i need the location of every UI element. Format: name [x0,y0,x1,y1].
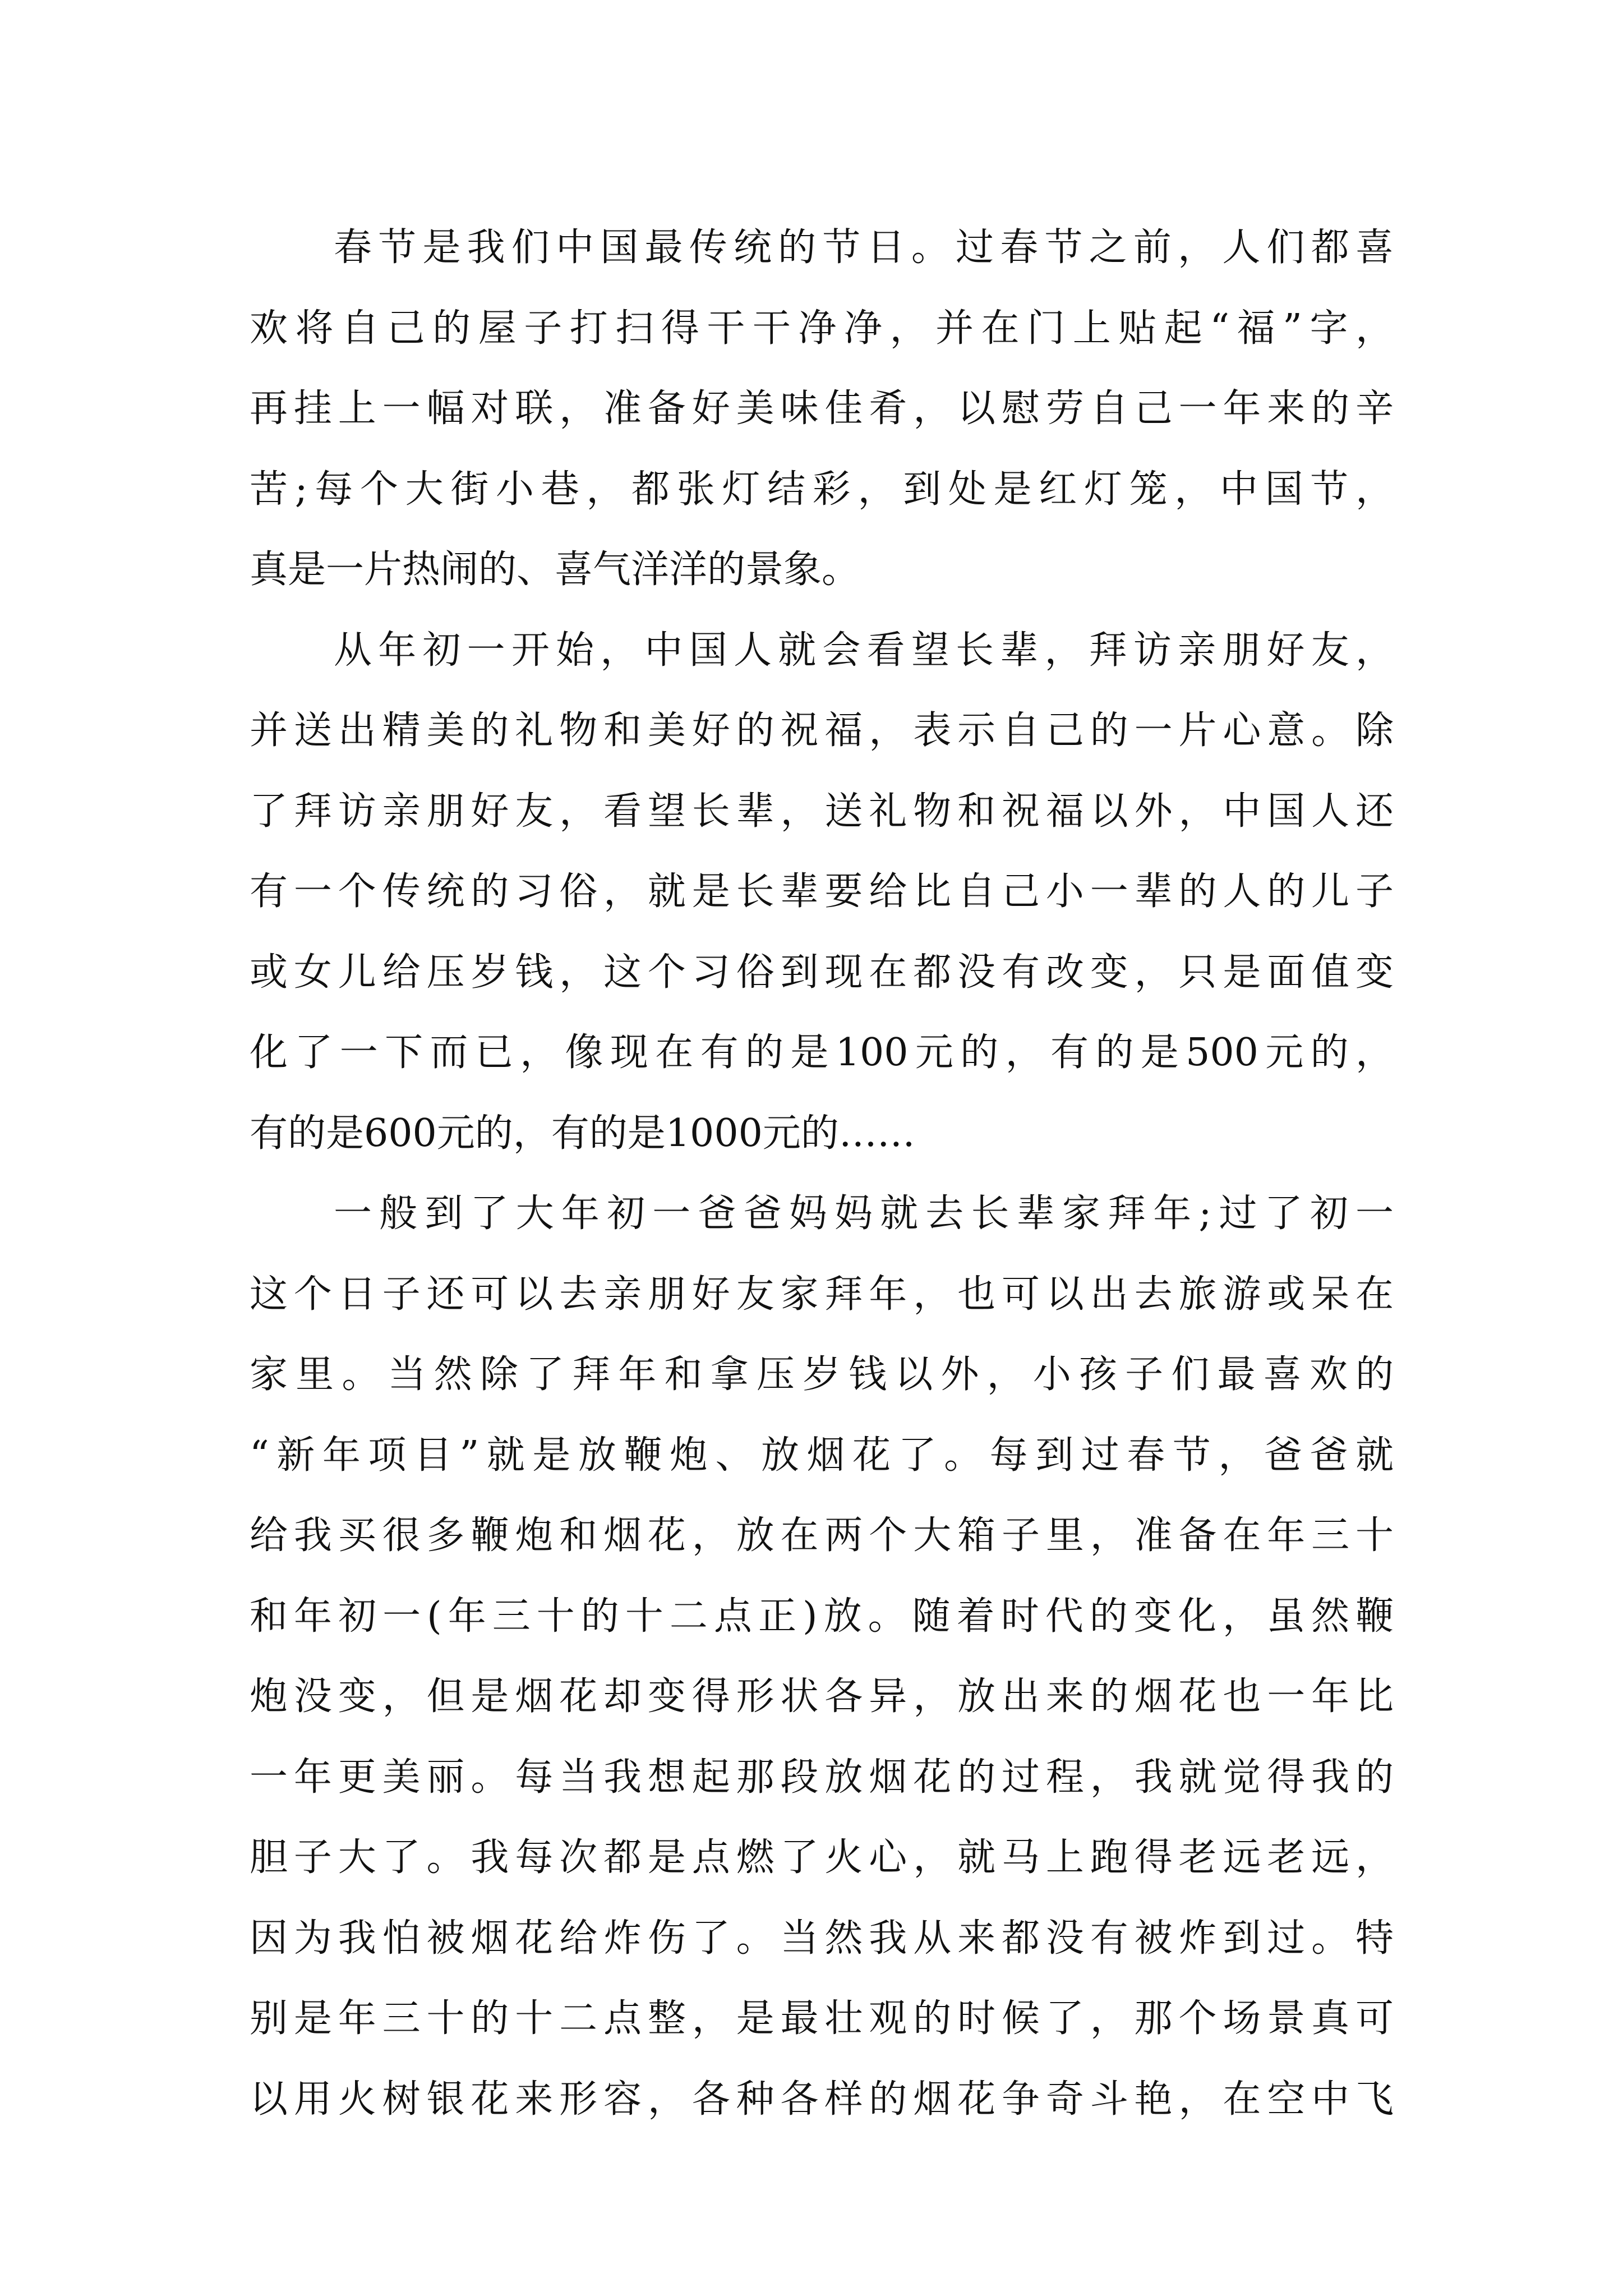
text-line: 家里。当然除了拜年和拿压岁钱以外，小孩子们最喜欢的 [250,1352,1394,1397]
paragraph-2 [250,610,1394,1174]
paragraph-3 [250,1174,1394,2139]
text-line: 化了一下而已，像现在有的是100元的，有的是500元的， [250,1030,1394,1075]
text-line: 一年更美丽。每当我想起那段放烟花的过程，我就觉得我的 [250,1755,1394,1800]
text-line: 因为我怕被烟花给炸伤了。当然我从来都没有被炸到过。特 [250,1916,1394,1961]
text-line: 这个日子还可以去亲朋好友家拜年，也可以出去旅游或呆在 [250,1272,1394,1317]
text-line: “新年项目”就是放鞭炮、放烟花了。每到过春节，爸爸就 [250,1433,1394,1478]
text-line: 从年初一开始，中国人就会看望长辈，拜访亲朋好友， [334,628,1394,673]
text-line: 了拜访亲朋好友，看望长辈，送礼物和祝福以外，中国人还 [250,789,1394,834]
text-line: 炮没变，但是烟花却变得形状各异，放出来的烟花也一年比 [250,1674,1394,1719]
text-line: 或女儿给压岁钱，这个习俗到现在都没有改变，只是面值变 [250,950,1394,995]
text-line: 别是年三十的十二点整，是最壮观的时候了，那个场景真可 [250,1996,1394,2041]
text-line: 苦;每个大街小巷，都张灯结彩，到处是红灯笼，中国节， [250,467,1394,512]
document-body [250,208,1394,2139]
text-line: 和年初一(年三十的十二点正)放。随着时代的变化，虽然鞭 [250,1594,1394,1639]
text-line: 以用火树银花来形容，各种各样的烟花争奇斗艳，在空中飞 [250,2077,1394,2122]
text-line: 胆子大了。我每次都是点燃了火心，就马上跑得老远老远， [250,1835,1394,1880]
text-line: 欢将自己的屋子打扫得干干净净，并在门上贴起“福”字， [250,306,1394,351]
text-line: 再挂上一幅对联，准备好美味佳肴，以慰劳自己一年来的辛 [250,386,1394,431]
text-line: 春节是我们中国最传统的节日。过春节之前，人们都喜 [334,226,1394,270]
paragraph-1 [250,208,1394,610]
text-line: 有的是600元的，有的是1000元的…… [250,1111,915,1156]
text-line: 一般到了大年初一爸爸妈妈就去长辈家拜年;过了初一 [334,1191,1394,1236]
text-line: 给我买很多鞭炮和烟花，放在两个大箱子里，准备在年三十 [250,1513,1394,1558]
text-line: 并送出精美的礼物和美好的祝福，表示自己的一片心意。除 [250,708,1394,753]
text-line: 有一个传统的习俗，就是长辈要给比自己小一辈的人的儿子 [250,869,1394,914]
text-line: 真是一片热闹的、喜气洋洋的景象。 [250,547,860,592]
